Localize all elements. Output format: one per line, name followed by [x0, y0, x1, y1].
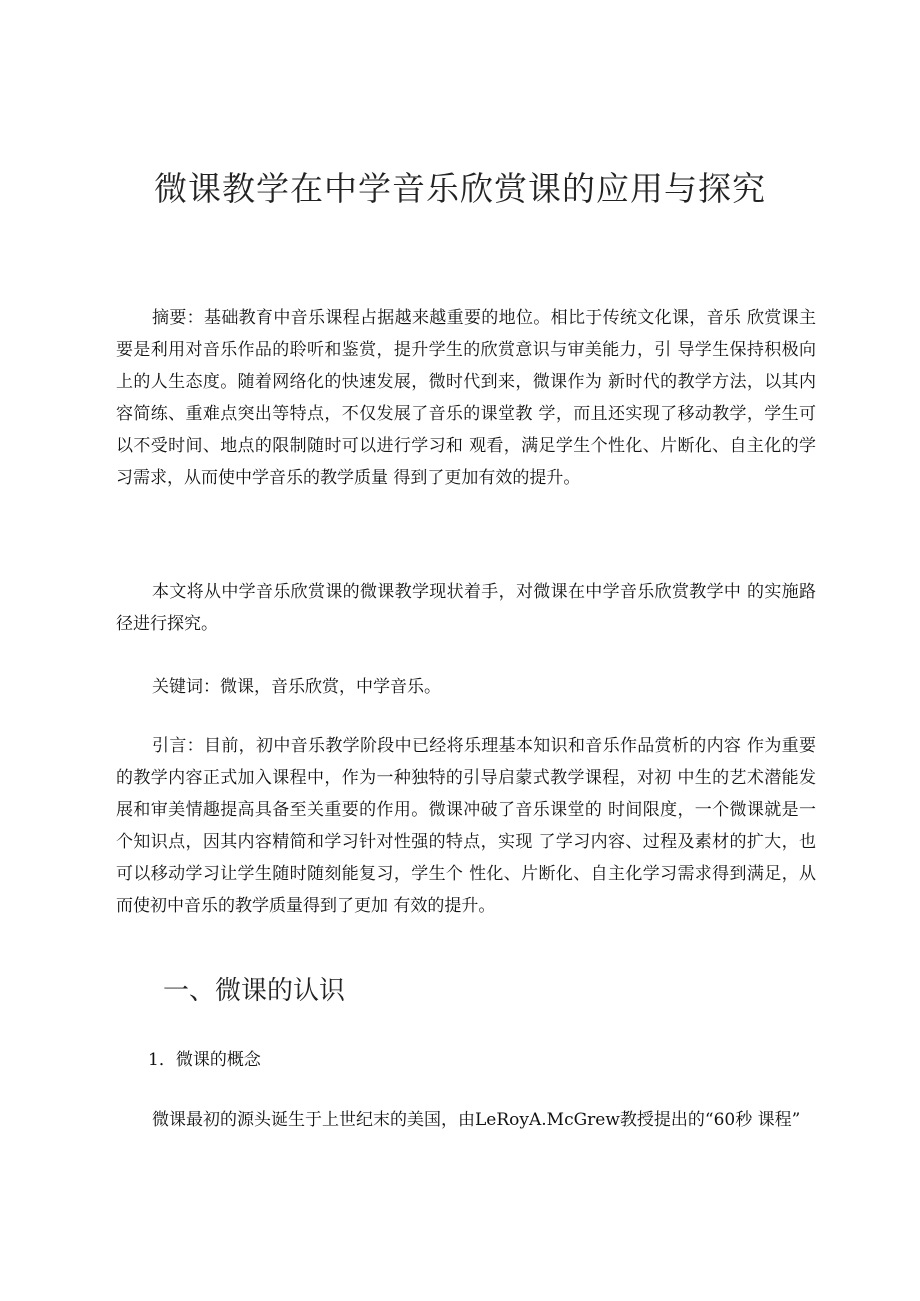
keywords-paragraph: 关键词：微课，音乐欣赏，中学音乐。 — [152, 677, 441, 697]
document-title: 微课教学在中学音乐欣赏课的应用与探究 — [154, 169, 766, 208]
body-paragraph: 微课最初的源头诞生于上世纪末的美国，由LeRoyA.McGrew教授提出的“60秒 课程” — [152, 1110, 801, 1130]
abstract-paragraph: 摘要：基础教育中音乐课程占据越来越重要的地位。相比于传统文化课，音乐 欣赏课主要是利用对音乐作品的聆听和鉴赏，提升学生的欣赏意识与审美能力，引 导学生保持积极向上的人生态度。随着网络化的快速发展，微时代到来，微课作为 新时代的教学方法，以其内容简练、重难点突出等特点，不仅发展了音乐的课堂教 学，而且还实现了移动教学，学生可以不受时间、地点的限制随时可以进行学习和 观看，满足学生个性化、片断化、自主化的学习需求，从而使中学音乐的教学质量 得到了更加有效的提升。 — [116, 308, 816, 488]
introduction-paragraph: 引言：目前，初中音乐教学阶段中已经将乐理基本知识和音乐作品赏析的内容 作为重要的教学内容正式加入课程中，作为一种独特的引导启蒙式教学课程，对初 中生的艺术潜能发展和审美情趣提高具备至关重要的作用。微课冲破了音乐课堂的 时间限度，一个微课就是一个知识点，因其内容精简和学习针对性强的特点，实现 了学习内容、过程及素材的扩大，也可以移动学习让学生随时随刻能复习，学生个 性化、片断化、自主化学习需求得到满足，从而使初中音乐的教学质量得到了更加 有效的提升。 — [116, 736, 816, 916]
section-heading: 一、微课的认识 — [163, 976, 346, 1006]
scope-paragraph: 本文将从中学音乐欣赏课的微课教学现状着手，对微课在中学音乐欣赏教学中 的实施路径进行探究。 — [116, 582, 816, 634]
subsection-heading: 1．微课的概念 — [148, 1050, 261, 1070]
